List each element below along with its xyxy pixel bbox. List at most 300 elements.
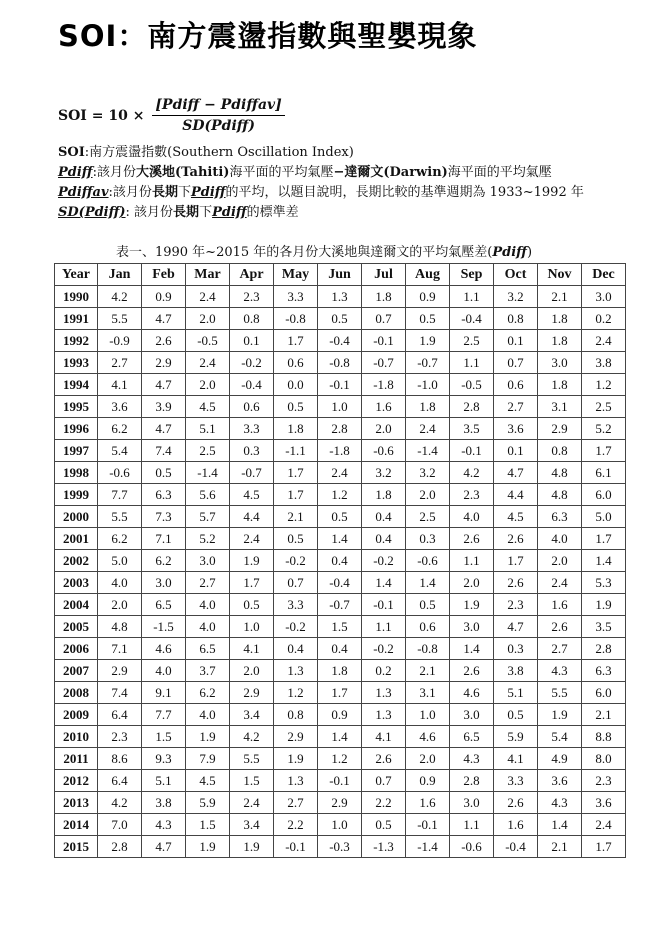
table-cell: 1.8 bbox=[318, 660, 362, 682]
formula-fraction bbox=[152, 97, 284, 134]
table-cell: 1.0 bbox=[406, 704, 450, 726]
table-cell: -1.3 bbox=[362, 836, 406, 858]
header-month: Aug bbox=[406, 264, 450, 286]
table-cell: -0.1 bbox=[362, 330, 406, 352]
header-month: Dec bbox=[582, 264, 626, 286]
table-cell: 4.8 bbox=[538, 462, 582, 484]
row-year: 1994 bbox=[55, 374, 98, 396]
table-cell: 4.3 bbox=[142, 814, 186, 836]
header-month: Feb bbox=[142, 264, 186, 286]
table-cell: 0.9 bbox=[318, 704, 362, 726]
table-cell: 2.6 bbox=[538, 616, 582, 638]
table-cell: 1.4 bbox=[406, 572, 450, 594]
table-cell: -0.7 bbox=[318, 594, 362, 616]
table-cell: 6.1 bbox=[582, 462, 626, 484]
table-cell: 1.1 bbox=[450, 550, 494, 572]
table-cell: 2.5 bbox=[406, 506, 450, 528]
table-cell: 0.4 bbox=[362, 506, 406, 528]
table-cell: 2.4 bbox=[538, 572, 582, 594]
table-cell: 5.0 bbox=[98, 550, 142, 572]
table-cell: -0.2 bbox=[274, 550, 318, 572]
table-cell: 4.8 bbox=[538, 484, 582, 506]
table-cell: 0.8 bbox=[274, 704, 318, 726]
table-cell: 1.5 bbox=[142, 726, 186, 748]
table-row bbox=[55, 550, 626, 572]
table-cell: 1.7 bbox=[318, 682, 362, 704]
table-cell: 0.8 bbox=[230, 308, 274, 330]
table-cell: 0.5 bbox=[318, 308, 362, 330]
table-cell: 6.2 bbox=[98, 528, 142, 550]
table-cell: 1.7 bbox=[582, 528, 626, 550]
table-cell: 0.3 bbox=[230, 440, 274, 462]
table-row bbox=[55, 682, 626, 704]
table-row bbox=[55, 330, 626, 352]
table-cell: 3.5 bbox=[450, 418, 494, 440]
table-cell: 0.1 bbox=[230, 330, 274, 352]
table-cell: 2.7 bbox=[494, 396, 538, 418]
table-cell: 1.0 bbox=[230, 616, 274, 638]
table-cell: 4.4 bbox=[230, 506, 274, 528]
table-cell: 6.2 bbox=[186, 682, 230, 704]
table-cell: 4.6 bbox=[142, 638, 186, 660]
table-cell: 1.5 bbox=[186, 814, 230, 836]
table-cell: 2.7 bbox=[98, 352, 142, 374]
table-cell: 1.0 bbox=[318, 814, 362, 836]
table-cell: -0.5 bbox=[450, 374, 494, 396]
row-year: 1998 bbox=[55, 462, 98, 484]
table-cell: 1.2 bbox=[318, 748, 362, 770]
table-cell: 8.6 bbox=[98, 748, 142, 770]
header-month: Apr bbox=[230, 264, 274, 286]
table-cell: 0.3 bbox=[494, 638, 538, 660]
table-cell: 5.2 bbox=[186, 528, 230, 550]
table-row bbox=[55, 506, 626, 528]
table-cell: 1.1 bbox=[362, 616, 406, 638]
text-soi: :南方震盪指數(Southern Oscillation Index) bbox=[84, 145, 354, 160]
table-cell: 0.5 bbox=[142, 462, 186, 484]
table-cell: 1.2 bbox=[582, 374, 626, 396]
table-row bbox=[55, 352, 626, 374]
header-year: Year bbox=[55, 264, 98, 286]
table-cell: 7.7 bbox=[98, 484, 142, 506]
table-cell: 5.9 bbox=[494, 726, 538, 748]
table-cell: 1.4 bbox=[450, 638, 494, 660]
table-cell: 8.8 bbox=[582, 726, 626, 748]
row-year: 1993 bbox=[55, 352, 98, 374]
table-cell: 2.3 bbox=[582, 770, 626, 792]
table-cell: 0.5 bbox=[362, 814, 406, 836]
header-month: Mar bbox=[186, 264, 230, 286]
table-cell: 1.7 bbox=[274, 330, 318, 352]
table-cell: 4.7 bbox=[142, 374, 186, 396]
table-cell: -0.1 bbox=[274, 836, 318, 858]
table-cell: -0.7 bbox=[362, 352, 406, 374]
table-row bbox=[55, 836, 626, 858]
caption-variable: Pdiff bbox=[492, 245, 527, 260]
table-cell: 2.3 bbox=[230, 286, 274, 308]
table-cell: 1.3 bbox=[362, 682, 406, 704]
table-cell: 0.6 bbox=[274, 352, 318, 374]
table-cell: 6.4 bbox=[98, 704, 142, 726]
table-cell: 1.9 bbox=[406, 330, 450, 352]
table-cell: 5.9 bbox=[186, 792, 230, 814]
table-cell: 1.6 bbox=[406, 792, 450, 814]
table-cell: 3.8 bbox=[142, 792, 186, 814]
table-cell: 2.4 bbox=[186, 352, 230, 374]
table-row bbox=[55, 572, 626, 594]
table-cell: 4.0 bbox=[186, 704, 230, 726]
row-year: 2008 bbox=[55, 682, 98, 704]
table-row bbox=[55, 616, 626, 638]
header-month: Nov bbox=[538, 264, 582, 286]
table-cell: 6.4 bbox=[98, 770, 142, 792]
table-cell: 1.8 bbox=[274, 418, 318, 440]
row-year: 1992 bbox=[55, 330, 98, 352]
table-cell: 1.1 bbox=[450, 814, 494, 836]
table-cell: 1.9 bbox=[274, 748, 318, 770]
table-cell: 0.3 bbox=[406, 528, 450, 550]
table-cell: 6.3 bbox=[582, 660, 626, 682]
table-cell: 5.5 bbox=[98, 506, 142, 528]
table-cell: 3.1 bbox=[538, 396, 582, 418]
table-cell: 6.5 bbox=[450, 726, 494, 748]
row-year: 2015 bbox=[55, 836, 98, 858]
table-cell: 4.3 bbox=[538, 792, 582, 814]
table-cell: 2.8 bbox=[450, 396, 494, 418]
table-cell: 2.4 bbox=[406, 418, 450, 440]
table-row bbox=[55, 462, 626, 484]
table-cell: 7.4 bbox=[98, 682, 142, 704]
table-cell: 3.1 bbox=[406, 682, 450, 704]
table-cell: 0.5 bbox=[406, 308, 450, 330]
table-cell: 1.9 bbox=[230, 550, 274, 572]
table-cell: 1.4 bbox=[538, 814, 582, 836]
table-row bbox=[55, 792, 626, 814]
definition-soi bbox=[58, 143, 584, 163]
table-cell: 4.2 bbox=[230, 726, 274, 748]
table-row bbox=[55, 638, 626, 660]
table-cell: 6.5 bbox=[186, 638, 230, 660]
table-cell: 5.1 bbox=[142, 770, 186, 792]
table-cell: 3.8 bbox=[582, 352, 626, 374]
table-cell: 4.9 bbox=[538, 748, 582, 770]
table-cell: 3.0 bbox=[450, 616, 494, 638]
table-cell: 2.7 bbox=[538, 638, 582, 660]
table-cell: 0.8 bbox=[538, 440, 582, 462]
table-row bbox=[55, 814, 626, 836]
table-cell: 4.3 bbox=[538, 660, 582, 682]
table-cell: 1.3 bbox=[274, 770, 318, 792]
table-cell: 2.7 bbox=[274, 792, 318, 814]
table-cell: 1.6 bbox=[538, 594, 582, 616]
table-cell: 4.2 bbox=[98, 286, 142, 308]
table-cell: 5.5 bbox=[538, 682, 582, 704]
table-cell: -0.1 bbox=[406, 814, 450, 836]
table-cell: 3.2 bbox=[406, 462, 450, 484]
table-cell: 7.1 bbox=[142, 528, 186, 550]
row-year: 1999 bbox=[55, 484, 98, 506]
table-cell: 2.3 bbox=[450, 484, 494, 506]
table-cell: 4.7 bbox=[494, 462, 538, 484]
header-month: Jul bbox=[362, 264, 406, 286]
table-cell: 2.0 bbox=[538, 550, 582, 572]
text-tahiti: 大溪地(Tahiti) bbox=[135, 165, 230, 180]
table-cell: 0.6 bbox=[406, 616, 450, 638]
table-cell: 1.6 bbox=[494, 814, 538, 836]
table-cell: 3.3 bbox=[274, 286, 318, 308]
table-cell: 9.1 bbox=[142, 682, 186, 704]
table-cell: 4.2 bbox=[450, 462, 494, 484]
definition-pdiffav bbox=[58, 183, 584, 203]
table-cell: 2.8 bbox=[98, 836, 142, 858]
table-cell: 2.9 bbox=[318, 792, 362, 814]
row-year: 2007 bbox=[55, 660, 98, 682]
table-cell: 2.0 bbox=[406, 748, 450, 770]
table-cell: 2.8 bbox=[450, 770, 494, 792]
table-cell: -0.6 bbox=[450, 836, 494, 858]
table-cell: 7.4 bbox=[142, 440, 186, 462]
table-cell: 0.5 bbox=[274, 396, 318, 418]
table-cell: 3.8 bbox=[494, 660, 538, 682]
text-sd-2: 下 bbox=[199, 205, 213, 220]
text-pdiffav-2: 下 bbox=[177, 185, 191, 200]
table-cell: 2.6 bbox=[494, 792, 538, 814]
table-cell: 1.9 bbox=[582, 594, 626, 616]
term-pdiffav-pdiff: Pdiff bbox=[190, 185, 226, 200]
table-row bbox=[55, 726, 626, 748]
table-cell: 2.6 bbox=[362, 748, 406, 770]
table-cell: 4.0 bbox=[186, 616, 230, 638]
table-cell: 7.0 bbox=[98, 814, 142, 836]
row-year: 2013 bbox=[55, 792, 98, 814]
row-year: 1996 bbox=[55, 418, 98, 440]
table-cell: -1.4 bbox=[406, 836, 450, 858]
table-cell: 0.8 bbox=[494, 308, 538, 330]
table-cell: 2.6 bbox=[450, 528, 494, 550]
table-cell: 0.7 bbox=[362, 770, 406, 792]
table-cell: 2.4 bbox=[230, 528, 274, 550]
table-cell: 2.1 bbox=[274, 506, 318, 528]
table-cell: 2.3 bbox=[494, 594, 538, 616]
table-cell: 3.3 bbox=[494, 770, 538, 792]
table-cell: 2.1 bbox=[538, 836, 582, 858]
table-cell: 0.5 bbox=[494, 704, 538, 726]
table-cell: 1.7 bbox=[274, 484, 318, 506]
table-cell: -0.1 bbox=[450, 440, 494, 462]
table-cell: -1.4 bbox=[186, 462, 230, 484]
header-month: Jun bbox=[318, 264, 362, 286]
table-cell: 4.0 bbox=[450, 506, 494, 528]
row-year: 2014 bbox=[55, 814, 98, 836]
table-row bbox=[55, 748, 626, 770]
table-cell: 1.4 bbox=[362, 572, 406, 594]
table-cell: 1.9 bbox=[186, 836, 230, 858]
table-cell: 1.7 bbox=[494, 550, 538, 572]
table-cell: 7.3 bbox=[142, 506, 186, 528]
row-year: 1990 bbox=[55, 286, 98, 308]
table-cell: 4.1 bbox=[230, 638, 274, 660]
table-row bbox=[55, 660, 626, 682]
table-cell: 1.5 bbox=[318, 616, 362, 638]
row-year: 1991 bbox=[55, 308, 98, 330]
table-cell: 2.4 bbox=[186, 286, 230, 308]
table-cell: 4.0 bbox=[142, 660, 186, 682]
header-month: May bbox=[274, 264, 318, 286]
table-cell: 5.5 bbox=[230, 748, 274, 770]
table-row bbox=[55, 418, 626, 440]
table-cell: 0.6 bbox=[230, 396, 274, 418]
table-cell: 5.1 bbox=[494, 682, 538, 704]
formula-denominator: SD(Pdiff) bbox=[182, 118, 255, 134]
table-cell: 2.0 bbox=[186, 308, 230, 330]
table-row bbox=[55, 594, 626, 616]
table-cell: 1.6 bbox=[362, 396, 406, 418]
table-cell: 1.3 bbox=[274, 660, 318, 682]
table-cell: 1.7 bbox=[230, 572, 274, 594]
table-cell: 4.5 bbox=[186, 770, 230, 792]
table-cell: 2.1 bbox=[406, 660, 450, 682]
table-cell: -1.8 bbox=[362, 374, 406, 396]
table-cell: 4.2 bbox=[98, 792, 142, 814]
table-cell: 3.3 bbox=[230, 418, 274, 440]
table-cell: 2.4 bbox=[582, 814, 626, 836]
table-cell: 2.7 bbox=[186, 572, 230, 594]
row-year: 2012 bbox=[55, 770, 98, 792]
table-cell: 0.5 bbox=[274, 528, 318, 550]
table-cell: 3.0 bbox=[186, 550, 230, 572]
table-cell: 2.0 bbox=[98, 594, 142, 616]
table-cell: 3.9 bbox=[142, 396, 186, 418]
table-cell: 4.0 bbox=[98, 572, 142, 594]
table-cell: -0.2 bbox=[274, 616, 318, 638]
row-year: 2002 bbox=[55, 550, 98, 572]
table-cell: -1.5 bbox=[142, 616, 186, 638]
row-year: 2004 bbox=[55, 594, 98, 616]
table-cell: -0.3 bbox=[318, 836, 362, 858]
table-cell: 5.6 bbox=[186, 484, 230, 506]
table-cell: -0.4 bbox=[450, 308, 494, 330]
table-cell: 0.4 bbox=[318, 638, 362, 660]
table-cell: 2.6 bbox=[142, 330, 186, 352]
table-cell: 2.0 bbox=[230, 660, 274, 682]
table-cell: 1.8 bbox=[362, 484, 406, 506]
text-darwin: −達爾文(Darwin) bbox=[333, 165, 448, 180]
table-cell: 0.2 bbox=[582, 308, 626, 330]
table-cell: 5.0 bbox=[582, 506, 626, 528]
header-month: Sep bbox=[450, 264, 494, 286]
table-cell: -0.1 bbox=[362, 594, 406, 616]
table-cell: 3.0 bbox=[538, 352, 582, 374]
table-cell: -0.8 bbox=[318, 352, 362, 374]
table-cell: 0.5 bbox=[318, 506, 362, 528]
row-year: 2001 bbox=[55, 528, 98, 550]
table-caption bbox=[0, 241, 648, 260]
table-cell: 3.4 bbox=[230, 704, 274, 726]
table-cell: 1.9 bbox=[538, 704, 582, 726]
table-cell: -1.4 bbox=[406, 440, 450, 462]
text-pdiff-1: :該月份 bbox=[92, 165, 136, 180]
table-cell: 4.6 bbox=[450, 682, 494, 704]
table-cell: 3.3 bbox=[274, 594, 318, 616]
table-cell: 2.2 bbox=[362, 792, 406, 814]
table-cell: 0.9 bbox=[406, 286, 450, 308]
definition-sd bbox=[58, 203, 584, 223]
table-cell: 1.5 bbox=[230, 770, 274, 792]
table-cell: 5.2 bbox=[582, 418, 626, 440]
table-cell: -0.6 bbox=[362, 440, 406, 462]
table-cell: 1.9 bbox=[186, 726, 230, 748]
table-cell: 4.4 bbox=[494, 484, 538, 506]
table-cell: 1.8 bbox=[538, 374, 582, 396]
table-cell: 4.1 bbox=[494, 748, 538, 770]
caption-suffix: ) bbox=[526, 245, 533, 260]
table-cell: -1.0 bbox=[406, 374, 450, 396]
table-cell: 2.5 bbox=[186, 440, 230, 462]
table-cell: 1.7 bbox=[582, 836, 626, 858]
table-cell: 6.3 bbox=[538, 506, 582, 528]
table-cell: 2.9 bbox=[274, 726, 318, 748]
table-cell: 4.6 bbox=[406, 726, 450, 748]
term-pdiffav: Pdiffav bbox=[58, 185, 109, 200]
table-cell: 2.0 bbox=[186, 374, 230, 396]
table-cell: 2.5 bbox=[450, 330, 494, 352]
table-cell: 4.1 bbox=[98, 374, 142, 396]
table-cell: 4.7 bbox=[494, 616, 538, 638]
table-cell: -1.8 bbox=[318, 440, 362, 462]
text-pdiffav-long: 長期 bbox=[151, 185, 178, 200]
table-cell: -0.7 bbox=[406, 352, 450, 374]
table-cell: 6.0 bbox=[582, 682, 626, 704]
table-cell: -0.1 bbox=[318, 374, 362, 396]
table-cell: 0.5 bbox=[230, 594, 274, 616]
table-cell: 2.8 bbox=[318, 418, 362, 440]
table-cell: 4.5 bbox=[494, 506, 538, 528]
table-row bbox=[55, 770, 626, 792]
table-cell: 1.4 bbox=[318, 528, 362, 550]
row-year: 2011 bbox=[55, 748, 98, 770]
table-cell: 1.1 bbox=[450, 286, 494, 308]
table-cell: 2.4 bbox=[318, 462, 362, 484]
page-title: SOI：南方震盪指數與聖嬰現象 bbox=[58, 19, 478, 53]
term-pdiff: Pdiff bbox=[58, 165, 93, 180]
table-cell: 2.6 bbox=[494, 572, 538, 594]
table-cell: 4.0 bbox=[186, 594, 230, 616]
table-cell: 2.4 bbox=[582, 330, 626, 352]
table-cell: 1.8 bbox=[538, 330, 582, 352]
table-cell: 4.0 bbox=[538, 528, 582, 550]
row-year: 2000 bbox=[55, 506, 98, 528]
table-cell: 2.1 bbox=[582, 704, 626, 726]
table-cell: -0.1 bbox=[318, 770, 362, 792]
table-cell: 1.9 bbox=[230, 836, 274, 858]
table-row bbox=[55, 440, 626, 462]
table-cell: 5.4 bbox=[98, 440, 142, 462]
table-cell: -0.6 bbox=[98, 462, 142, 484]
table-cell: 4.1 bbox=[362, 726, 406, 748]
table-row bbox=[55, 704, 626, 726]
table-cell: 2.4 bbox=[230, 792, 274, 814]
table-cell: 6.3 bbox=[142, 484, 186, 506]
table-cell: 2.6 bbox=[450, 660, 494, 682]
table-cell: 3.0 bbox=[450, 704, 494, 726]
row-year: 2009 bbox=[55, 704, 98, 726]
table-cell: 5.3 bbox=[582, 572, 626, 594]
table-cell: 0.9 bbox=[142, 286, 186, 308]
table-cell: 3.5 bbox=[582, 616, 626, 638]
table-cell: 0.1 bbox=[494, 330, 538, 352]
table-cell: 6.0 bbox=[582, 484, 626, 506]
table-cell: 2.2 bbox=[274, 814, 318, 836]
